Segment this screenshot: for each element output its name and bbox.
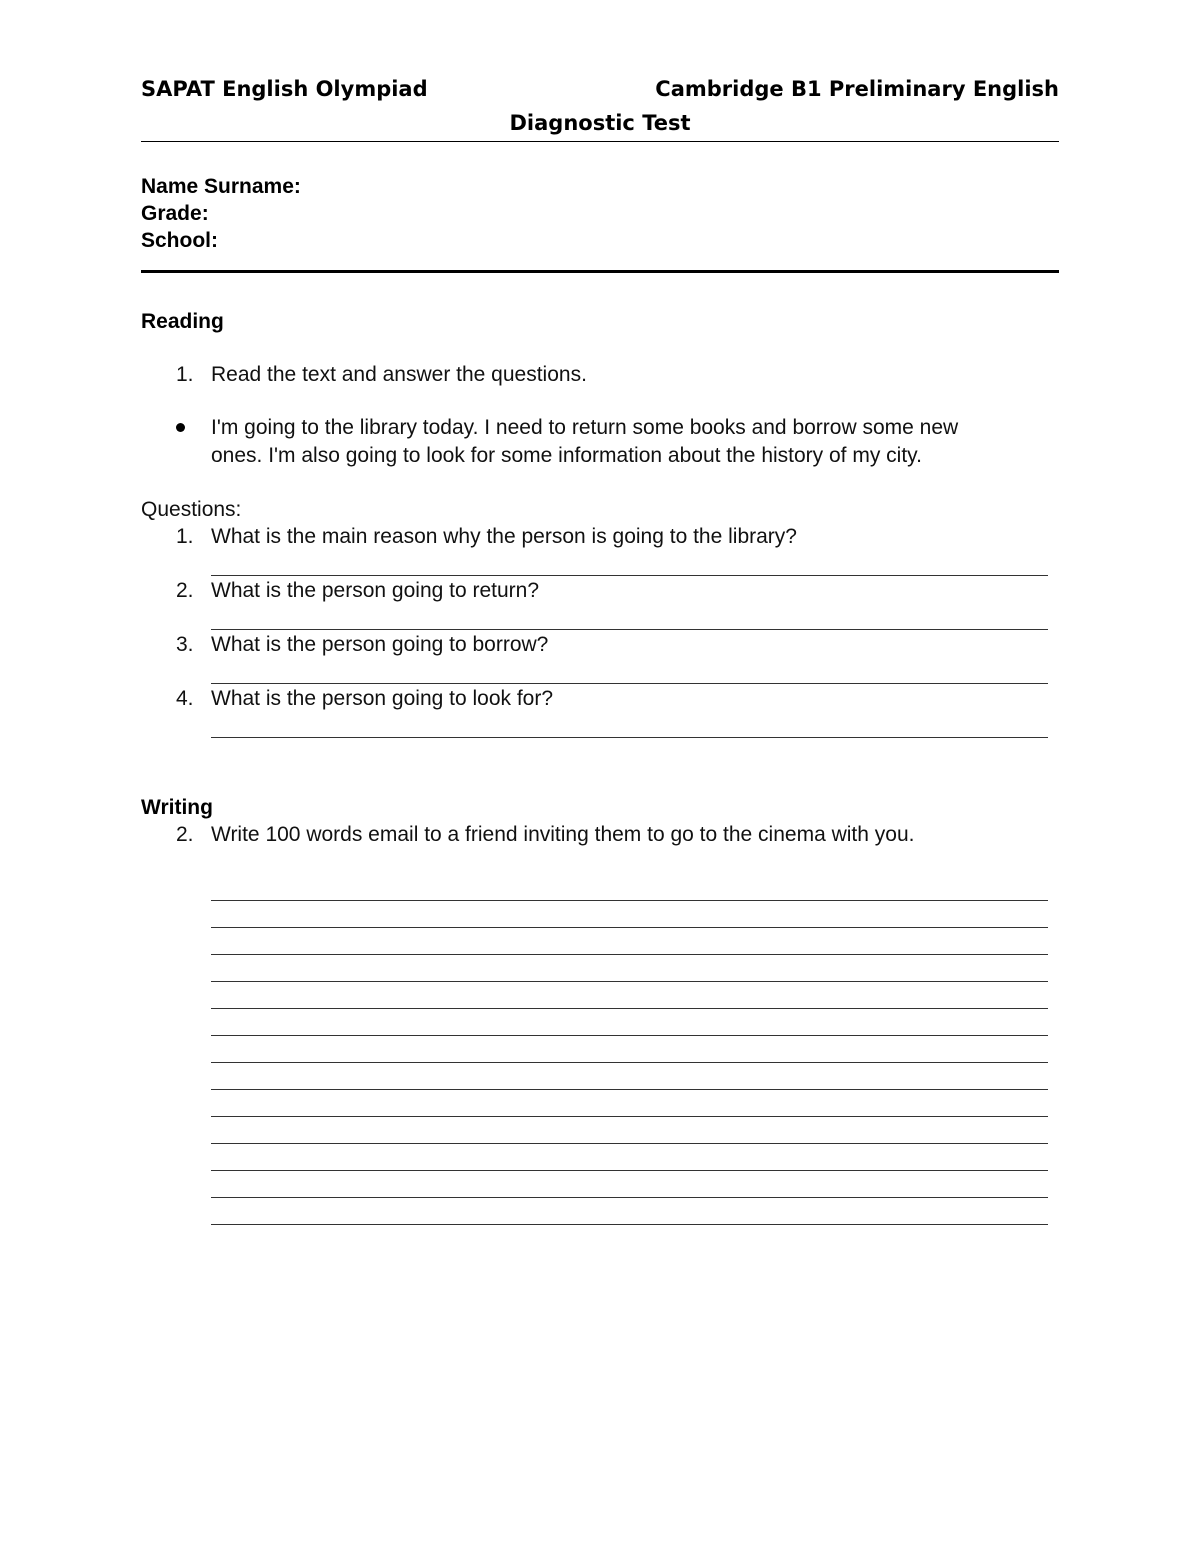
passage-line-1: I'm going to the library today. I need to return some books and borrow some new <box>211 416 959 439</box>
question-text: What is the person going to borrow? <box>211 633 549 656</box>
grade-label: Grade: <box>141 202 209 225</box>
test-title: Diagnostic Test <box>509 111 691 135</box>
answer-line[interactable] <box>211 629 1048 630</box>
question-text: What is the person going to return? <box>211 579 540 602</box>
olympiad-title: SAPAT English Olympiad <box>141 77 428 101</box>
writing-line[interactable] <box>211 1197 1048 1198</box>
questions-label: Questions: <box>141 498 242 521</box>
student-info <box>141 173 301 254</box>
writing-line[interactable] <box>211 927 1048 928</box>
writing-task-text: Write 100 words email to a friend inviting them to go to the cinema with you. <box>211 823 915 846</box>
question-text: What is the main reason why the person is going to the library? <box>211 525 797 548</box>
question-number: 3. <box>176 633 194 656</box>
writing-line[interactable] <box>211 1089 1048 1090</box>
writing-line[interactable] <box>211 1062 1048 1063</box>
worksheet-page <box>141 0 1059 1553</box>
writing-line[interactable] <box>211 1116 1048 1117</box>
bullet-icon <box>176 423 185 432</box>
exam-title: Cambridge B1 Preliminary English <box>655 77 1059 101</box>
writing-line[interactable] <box>211 1035 1048 1036</box>
writing-line[interactable] <box>211 1143 1048 1144</box>
reading-task-number: 1. <box>176 363 194 386</box>
name-surname-label: Name Surname: <box>141 175 301 198</box>
question-number: 1. <box>176 525 194 548</box>
question-number: 4. <box>176 687 194 710</box>
answer-line[interactable] <box>211 683 1048 684</box>
header-divider <box>141 141 1059 142</box>
question-number: 2. <box>176 579 194 602</box>
reading-passage <box>211 414 1059 470</box>
writing-line[interactable] <box>211 900 1048 901</box>
writing-line[interactable] <box>211 1224 1048 1225</box>
answer-line[interactable] <box>211 575 1048 576</box>
writing-task-number: 2. <box>176 823 194 846</box>
info-divider <box>141 270 1059 273</box>
writing-section-title: Writing <box>141 796 213 819</box>
writing-line[interactable] <box>211 954 1048 955</box>
passage-line-2: ones. I'm also going to look for some information about the history of my city. <box>211 444 922 467</box>
writing-line[interactable] <box>211 1008 1048 1009</box>
reading-section-title: Reading <box>141 310 224 333</box>
answer-line[interactable] <box>211 737 1048 738</box>
reading-task-text: Read the text and answer the questions. <box>211 363 587 386</box>
writing-line[interactable] <box>211 1170 1048 1171</box>
writing-line[interactable] <box>211 981 1048 982</box>
question-text: What is the person going to look for? <box>211 687 554 710</box>
school-label: School: <box>141 229 218 252</box>
